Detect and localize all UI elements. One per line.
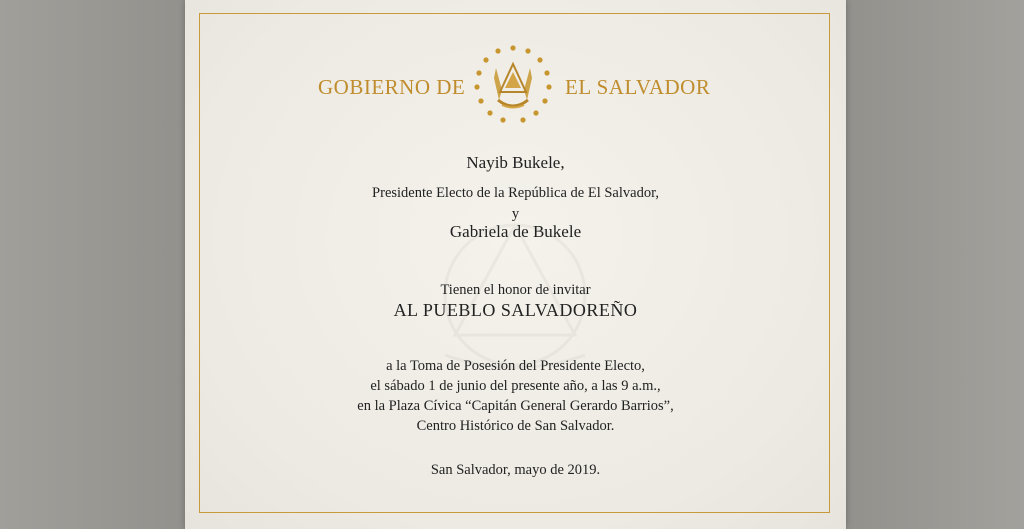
header-left-text: GOBIERNO DE [318,75,466,99]
background-left [0,0,185,529]
honor-line: Tienen el honor de invitar [440,282,591,298]
invitee-heading: AL PUEBLO SALVADOREÑO [393,300,638,320]
spouse-name: Gabriela de Bukele [449,222,582,241]
conjunction-text: y [511,206,520,222]
header-right-text: EL SALVADOR [565,75,711,99]
detail-line: en la Plaza Cívica “Capitán General Gerardo Barrios”, [357,398,674,414]
invitation-card [185,0,846,529]
coat-of-arms-icon [470,42,556,128]
background-right [846,0,1024,529]
event-details [185,356,846,436]
detail-line: el sábado 1 de junio del presente año, a las 9 a.m., [370,378,661,394]
place-date: San Salvador, mayo de 2019. [430,462,601,478]
header-row [185,42,846,128]
detail-line: Centro Histórico de San Salvador. [416,418,615,434]
president-name: Nayib Bukele, [466,153,565,172]
president-title: Presidente Electo de la República de El Salvador, [372,185,659,201]
detail-line: a la Toma de Posesión del Presidente Electo, [386,358,645,374]
